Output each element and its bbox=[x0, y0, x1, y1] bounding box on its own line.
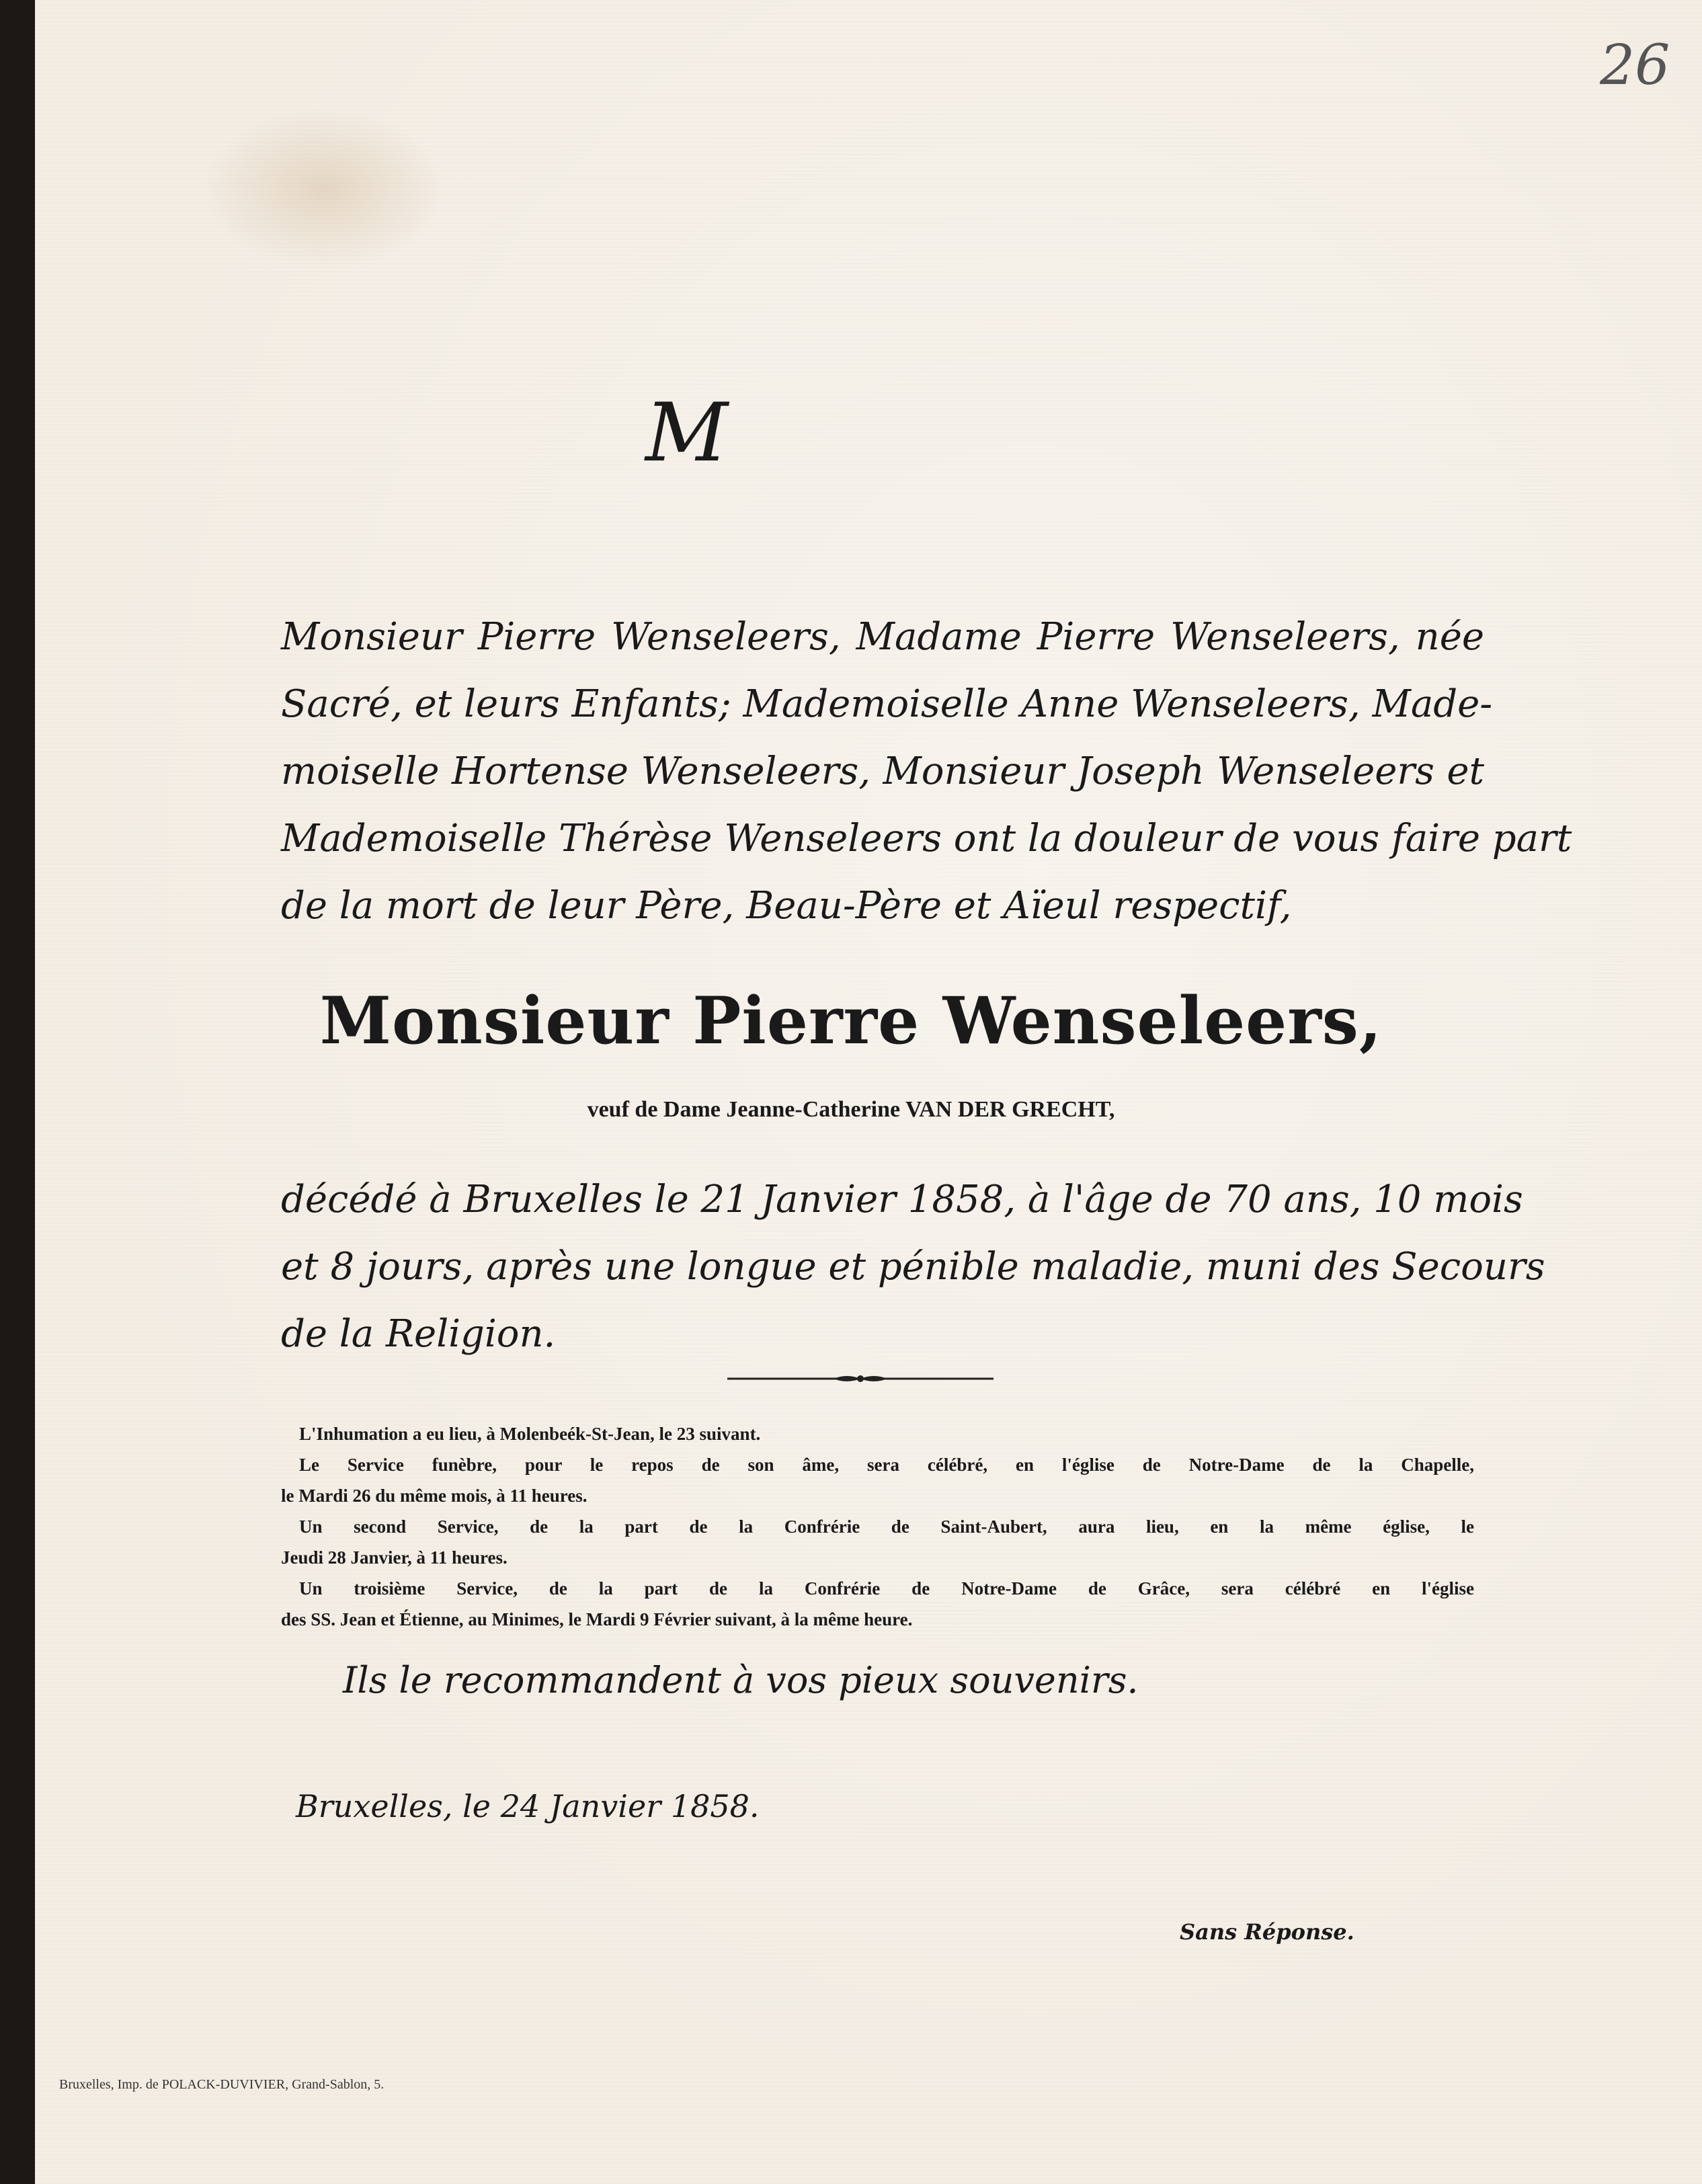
announcement-line: de la mort de leur Père, Beau-Père et Aïeul respectif, bbox=[281, 884, 1292, 928]
notice-line: Un troisième Service, de la part de la Confrérie de Notre-Dame de Grâce, sera célébré en l'église bbox=[299, 1578, 1474, 1599]
notice-line: Le Service funèbre, pour le repos de son âme, sera célébré, en l'église de Notre-Dame de la Chapelle, bbox=[299, 1455, 1474, 1475]
deceased-name: Monsieur Pierre Wenseleers, bbox=[319, 983, 1383, 1059]
announcement-line: Sacré, et leurs Enfants; Mademoiselle Anne Wenseleers, Made- bbox=[281, 682, 1493, 726]
place-and-date: Bruxelles, le 24 Janvier 1858. bbox=[296, 1788, 760, 1824]
announcement-line: Mademoiselle Thérèse Wenseleers ont la douleur de vous faire part bbox=[281, 817, 1572, 860]
widower-line: veuf de Dame Jeanne-Catherine VAN DER GRECHT, bbox=[587, 1097, 1115, 1122]
announcement-line: moiselle Hortense Wenseleers, Monsieur Joseph Wenseleers et bbox=[281, 750, 1484, 793]
notice-line: des SS. Jean et Étienne, au Minimes, le Mardi 9 Février suivant, à la même heure. bbox=[281, 1609, 913, 1629]
notice-line: L'Inhumation a eu lieu, à Molenbeék-St-Jean, le 23 suivant. bbox=[299, 1424, 761, 1444]
paper-stain bbox=[203, 108, 445, 269]
announcement-line: Monsieur Pierre Wenseleers, Madame Pierre Wenseleers, née bbox=[281, 615, 1484, 659]
salutation: M bbox=[645, 387, 728, 480]
notice-line: le Mardi 26 du même mois, à 11 heures. bbox=[281, 1486, 587, 1506]
handwritten-page-number: 26 bbox=[1600, 34, 1670, 97]
ornamental-divider bbox=[726, 1372, 995, 1385]
notice-line: Un second Service, de la part de la Confrérie de Saint-Aubert, aura lieu, en la même église, le bbox=[299, 1516, 1474, 1537]
notice-line: Jeudi 28 Janvier, à 11 heures. bbox=[281, 1547, 508, 1568]
printer-imprint: Bruxelles, Imp. de POLACK-DUVIVIER, Grand-Sablon, 5. bbox=[59, 2077, 384, 2092]
paper-sheet bbox=[35, 0, 1702, 2184]
death-details-line: de la Religion. bbox=[281, 1312, 556, 1356]
death-details-line: décédé à Bruxelles le 21 Janvier 1858, à l'âge de 70 ans, 10 mois bbox=[281, 1178, 1523, 1221]
sans-reponse-note: Sans Réponse. bbox=[1180, 1919, 1354, 1945]
death-details-line: et 8 jours, après une longue et pénible maladie, muni des Secours bbox=[281, 1245, 1545, 1289]
recommendation-line: Ils le recommandent à vos pieux souvenirs. bbox=[343, 1659, 1139, 1701]
